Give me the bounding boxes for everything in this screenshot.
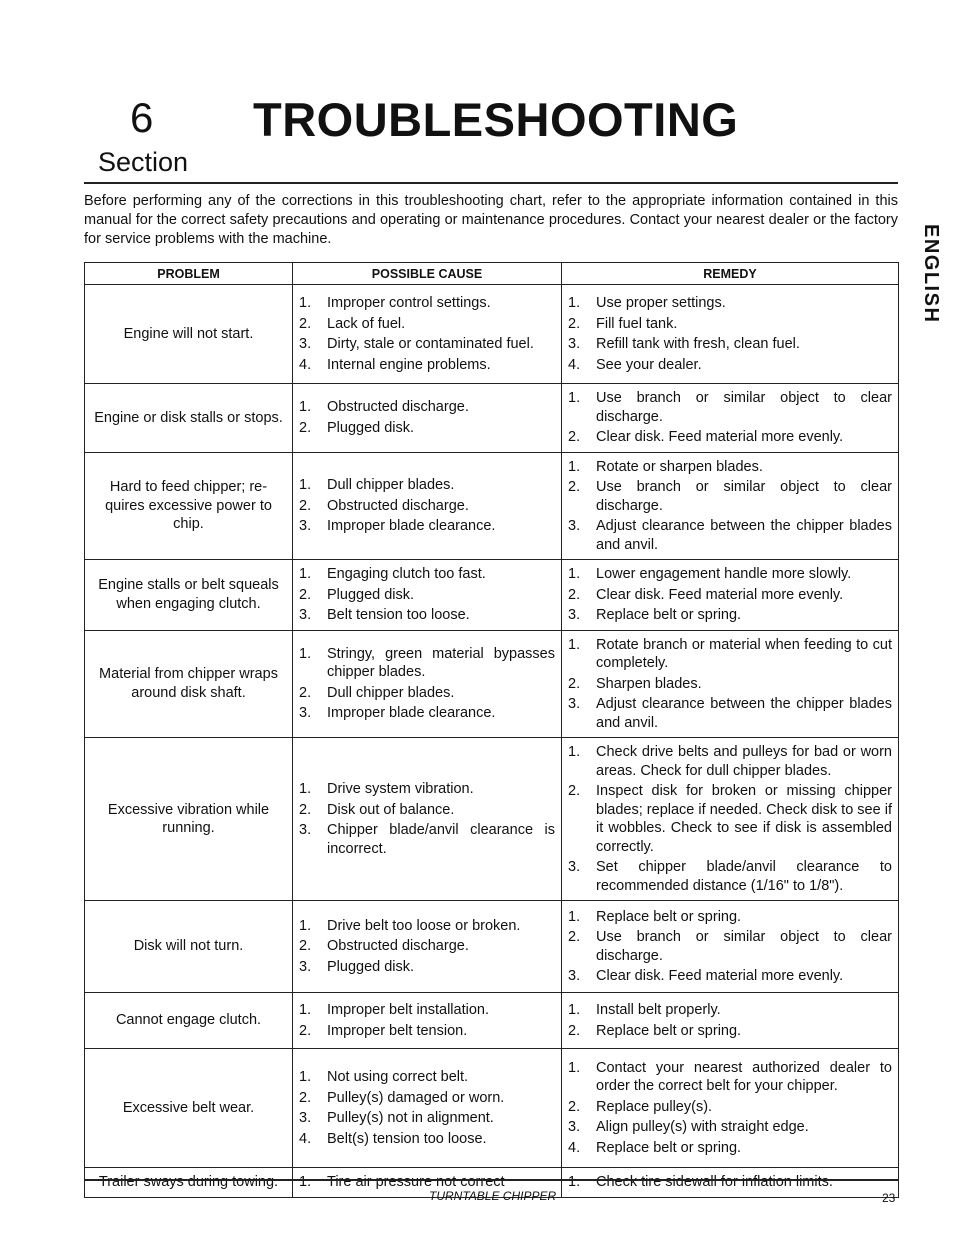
remedy-cell <box>562 452 899 560</box>
cause-text: Dull chipper blades. <box>327 684 455 701</box>
list-number: 2. <box>568 429 581 445</box>
cause-text: Improper blade clearance. <box>327 705 496 722</box>
cause-item <box>299 801 555 820</box>
cause-item <box>299 1089 555 1108</box>
cause-item <box>299 586 555 605</box>
cause-text: Dirty, stale or contaminated fuel. <box>327 336 534 352</box>
remedy-cell <box>562 1049 899 1168</box>
footer-title: TURNTABLE CHIPPER <box>429 1189 557 1203</box>
list-number: 3. <box>568 518 581 534</box>
remedy-list <box>568 1173 892 1192</box>
remedy-item <box>568 743 892 780</box>
cause-item <box>299 335 555 354</box>
list-number: 2. <box>299 497 312 514</box>
remedy-text: Inspect disk for broken or missing chipper blades; replace if needed. Check disk to see if it wobbles. Check to see if disk is assembled correctly. <box>596 783 892 855</box>
cause-item <box>299 565 555 584</box>
cause-text: Belt tension too loose. <box>327 607 470 623</box>
remedy-item <box>568 478 892 515</box>
cause-list <box>299 917 555 977</box>
problem-cell: Engine stalls or belt squeals when engaging clutch. <box>85 560 293 631</box>
remedy-text: Use branch or similar object to clear discharge. <box>596 479 892 514</box>
list-number: 1. <box>568 458 581 475</box>
list-number: 2. <box>568 783 581 799</box>
remedy-text: Rotate branch or material when feeding to cut completely. <box>596 636 892 671</box>
cause-text: Obstructed discharge. <box>327 938 469 955</box>
list-number: 3. <box>299 1110 312 1126</box>
problem-cell: Disk will not turn. <box>85 901 293 993</box>
cause-text: Improper belt installation. <box>327 1002 489 1018</box>
list-number: 1. <box>568 1002 581 1018</box>
remedy-item <box>568 1059 892 1096</box>
remedy-cell <box>562 1168 899 1198</box>
list-number: 3. <box>299 822 312 838</box>
list-number: 3. <box>568 696 581 712</box>
table-row <box>85 1049 899 1168</box>
table-body <box>85 285 899 1198</box>
cause-text: Obstructed discharge. <box>327 497 469 514</box>
list-number: 2. <box>568 1098 581 1115</box>
cause-item <box>299 645 555 682</box>
remedy-text: Replace belt or spring. <box>596 607 742 623</box>
cause-item <box>299 821 555 858</box>
list-number: 1. <box>299 566 312 582</box>
list-number: 3. <box>299 705 312 722</box>
cause-text: Not using correct belt. <box>327 1069 469 1085</box>
remedy-text: Replace pulley(s). <box>596 1098 713 1115</box>
cause-text: Tire air pressure not correct <box>327 1174 505 1190</box>
table-row <box>85 285 899 384</box>
cause-cell <box>293 993 562 1049</box>
table-row <box>85 901 899 993</box>
cause-item <box>299 497 555 516</box>
remedy-text: Check drive belts and pulleys for bad or worn areas. Check for dull chipper blades. <box>596 744 892 779</box>
list-number: 1. <box>568 636 581 653</box>
list-number: 3. <box>299 336 312 352</box>
column-header-problem: PROBLEM <box>85 263 293 285</box>
list-number: 3. <box>568 859 581 875</box>
remedy-item <box>568 517 892 554</box>
cause-text: Internal engine problems. <box>327 356 491 373</box>
remedy-list <box>568 458 892 555</box>
section-number: 6 <box>130 94 154 141</box>
cause-text: Plugged disk. <box>327 586 415 603</box>
table-row <box>85 560 899 631</box>
cause-list <box>299 780 555 858</box>
list-number: 1. <box>299 399 312 416</box>
cause-cell <box>293 630 562 738</box>
cause-list <box>299 476 555 536</box>
problem-cell: Engine will not start. <box>85 285 293 384</box>
list-number: 1. <box>568 1059 581 1076</box>
remedy-text: Use branch or similar object to clear discharge. <box>596 929 892 964</box>
cause-item <box>299 1068 555 1087</box>
list-number: 1. <box>299 645 312 662</box>
list-number: 2. <box>299 1022 312 1039</box>
remedy-item <box>568 428 892 447</box>
column-header-remedy: REMEDY <box>562 263 899 285</box>
cause-list <box>299 1068 555 1148</box>
remedy-item <box>568 565 892 584</box>
intro-paragraph: Before performing any of the corrections in this troubleshooting chart, refer to the appropriate information contained in this manual for the correct safety precautions and operating or maintenance procedures. Contact your nearest dealer or the factory for service problems with the machine. <box>84 193 898 247</box>
cause-cell <box>293 560 562 631</box>
list-number: 1. <box>299 1174 312 1190</box>
list-number: 2. <box>299 801 312 818</box>
remedy-cell <box>562 993 899 1049</box>
list-number: 3. <box>568 1119 581 1136</box>
cause-item <box>299 917 555 936</box>
list-number: 1. <box>568 390 581 406</box>
remedy-text: Rotate or sharpen blades. <box>596 458 763 475</box>
cause-item <box>299 356 555 375</box>
remedy-text: Install belt properly. <box>596 1002 721 1018</box>
list-number: 3. <box>299 958 312 975</box>
problem-cell: Trailer sways during towing. <box>85 1168 293 1198</box>
list-number: 1. <box>568 908 581 925</box>
remedy-item <box>568 606 892 625</box>
list-number: 2. <box>568 315 581 332</box>
cause-list <box>299 645 555 723</box>
cause-text: Obstructed discharge. <box>327 399 469 416</box>
remedy-item <box>568 967 892 986</box>
problem-cell: Excessive vibration while running. <box>85 738 293 901</box>
header-rule <box>84 182 898 184</box>
table-header-row <box>85 263 899 285</box>
remedy-item <box>568 1118 892 1137</box>
remedy-text: Set chipper blade/anvil clearance to recommended distance (1/16" to 1/8"). <box>596 859 892 894</box>
remedy-item <box>568 695 892 732</box>
list-number: 1. <box>299 917 312 934</box>
cause-item <box>299 704 555 723</box>
cause-text: Improper control settings. <box>327 295 491 311</box>
list-number: 3. <box>568 336 581 352</box>
remedy-text: Align pulley(s) with straight edge. <box>596 1119 809 1136</box>
remedy-text: Use branch or similar object to clear discharge. <box>596 390 892 425</box>
list-number: 2. <box>568 586 581 603</box>
remedy-list <box>568 743 892 895</box>
remedy-text: Replace belt or spring. <box>596 1139 742 1156</box>
cause-text: Improper belt tension. <box>327 1022 468 1039</box>
cause-text: Dull chipper blades. <box>327 477 455 493</box>
list-number: 2. <box>568 479 581 495</box>
list-number: 2. <box>299 938 312 955</box>
footer-rule <box>84 1179 898 1181</box>
cause-text: Improper blade clearance. <box>327 518 496 534</box>
remedy-text: Lower engagement handle more slowly. <box>596 566 852 582</box>
remedy-item <box>568 908 892 927</box>
remedy-text: Adjust clearance between the chipper blades and anvil. <box>596 518 892 553</box>
remedy-text: Clear disk. Feed material more evenly. <box>596 586 844 603</box>
list-number: 3. <box>568 607 581 623</box>
cause-text: Drive system vibration. <box>327 781 474 797</box>
remedy-cell <box>562 285 899 384</box>
remedy-text: Adjust clearance between the chipper blades and anvil. <box>596 696 892 731</box>
cause-cell <box>293 738 562 901</box>
remedy-item <box>568 335 892 354</box>
remedy-item <box>568 389 892 426</box>
remedy-text: Use proper settings. <box>596 295 726 311</box>
cause-text: Pulley(s) damaged or worn. <box>327 1089 505 1106</box>
list-number: 2. <box>299 419 312 436</box>
remedy-text: Sharpen blades. <box>596 675 702 692</box>
list-number: 3. <box>568 968 581 984</box>
list-number: 1. <box>568 566 581 582</box>
remedy-cell <box>562 560 899 631</box>
remedy-list <box>568 294 892 374</box>
cause-text: Plugged disk. <box>327 419 415 436</box>
cause-item <box>299 1022 555 1041</box>
cause-item <box>299 684 555 703</box>
cause-item <box>299 1109 555 1128</box>
remedy-item <box>568 1098 892 1117</box>
remedy-text: Replace belt or spring. <box>596 908 742 925</box>
cause-item <box>299 419 555 438</box>
cause-item <box>299 294 555 313</box>
list-number: 4. <box>299 356 312 373</box>
remedy-item <box>568 928 892 965</box>
cause-cell <box>293 1049 562 1168</box>
cause-text: Chipper blade/anvil clearance is incorrect. <box>327 822 555 857</box>
remedy-cell <box>562 630 899 738</box>
problem-cell: Material from chipper wraps around disk shaft. <box>85 630 293 738</box>
remedy-item <box>568 858 892 895</box>
cause-text: Engaging clutch too fast. <box>327 566 486 582</box>
column-header-cause: POSSIBLE CAUSE <box>293 263 562 285</box>
section-label: Section <box>98 147 189 177</box>
cause-item <box>299 476 555 495</box>
cause-cell <box>293 384 562 453</box>
cause-item <box>299 315 555 334</box>
cause-text: Drive belt too loose or broken. <box>327 917 521 934</box>
list-number: 1. <box>568 744 581 760</box>
list-number: 4. <box>568 1139 581 1156</box>
list-number: 1. <box>299 1002 312 1018</box>
page-number: 23 <box>882 1191 896 1205</box>
cause-list <box>299 294 555 374</box>
remedy-text: Clear disk. Feed material more evenly. <box>596 429 844 445</box>
remedy-list <box>568 565 892 625</box>
cause-item <box>299 780 555 799</box>
table-row <box>85 630 899 738</box>
remedy-list <box>568 1001 892 1040</box>
list-number: 2. <box>568 929 581 945</box>
list-number: 1. <box>299 781 312 797</box>
list-number: 1. <box>299 477 312 493</box>
cause-text: Disk out of balance. <box>327 801 455 818</box>
list-number: 2. <box>299 684 312 701</box>
cause-list <box>299 565 555 625</box>
remedy-item <box>568 356 892 375</box>
cause-text: Plugged disk. <box>327 958 415 975</box>
remedy-item <box>568 1139 892 1158</box>
remedy-item <box>568 782 892 856</box>
table-row <box>85 993 899 1049</box>
cause-text: Belt(s) tension too loose. <box>327 1130 487 1147</box>
cause-item <box>299 1130 555 1149</box>
cause-list <box>299 1001 555 1040</box>
remedy-text: Replace belt or spring. <box>596 1022 742 1039</box>
cause-text: Stringy, green material bypasses chipper blades. <box>327 645 555 681</box>
cause-item <box>299 1001 555 1020</box>
cause-text: Lack of fuel. <box>327 315 406 332</box>
problem-cell: Cannot engage clutch. <box>85 993 293 1049</box>
list-number: 1. <box>568 1174 581 1190</box>
list-number: 2. <box>299 586 312 603</box>
remedy-list <box>568 1059 892 1158</box>
remedy-item <box>568 675 892 694</box>
cause-cell <box>293 285 562 384</box>
remedy-item <box>568 1173 892 1192</box>
remedy-item <box>568 294 892 313</box>
problem-cell: Hard to feed chipper; re-quires excessive power to chip. <box>85 452 293 560</box>
list-number: 4. <box>568 356 581 373</box>
list-number: 4. <box>299 1130 312 1147</box>
cause-cell <box>293 452 562 560</box>
problem-cell: Engine or disk stalls or stops. <box>85 384 293 453</box>
cause-list <box>299 398 555 437</box>
page-title: TROUBLESHOOTING <box>253 93 739 146</box>
cause-item <box>299 606 555 625</box>
problem-cell: Excessive belt wear. <box>85 1049 293 1168</box>
remedy-text: Check tire sidewall for inflation limits. <box>596 1174 833 1190</box>
remedy-item <box>568 1022 892 1041</box>
remedy-cell <box>562 901 899 993</box>
list-number: 1. <box>299 295 312 311</box>
remedy-item <box>568 586 892 605</box>
table-row <box>85 738 899 901</box>
remedy-list <box>568 908 892 986</box>
list-number: 1. <box>299 1069 312 1085</box>
troubleshooting-table <box>84 262 899 1198</box>
table-row <box>85 384 899 453</box>
remedy-cell <box>562 738 899 901</box>
language-side-label: ENGLISH <box>920 224 942 324</box>
list-number: 2. <box>299 1089 312 1106</box>
cause-item <box>299 517 555 536</box>
remedy-text: See your dealer. <box>596 356 702 373</box>
remedy-text: Refill tank with fresh, clean fuel. <box>596 336 800 352</box>
remedy-list <box>568 636 892 733</box>
list-number: 3. <box>299 607 312 623</box>
remedy-item <box>568 458 892 477</box>
list-number: 2. <box>568 1022 581 1039</box>
cause-item <box>299 398 555 417</box>
remedy-item <box>568 636 892 673</box>
list-number: 2. <box>568 675 581 692</box>
remedy-cell <box>562 384 899 453</box>
cause-item <box>299 937 555 956</box>
list-number: 1. <box>568 295 581 311</box>
cause-text: Pulley(s) not in alignment. <box>327 1110 494 1126</box>
remedy-text: Fill fuel tank. <box>596 315 678 332</box>
table-row <box>85 452 899 560</box>
remedy-item <box>568 315 892 334</box>
remedy-list <box>568 389 892 447</box>
list-number: 3. <box>299 518 312 534</box>
list-number: 2. <box>299 315 312 332</box>
remedy-text: Contact your nearest authorized dealer to order the correct belt for your chipper. <box>596 1059 892 1095</box>
cause-item <box>299 958 555 977</box>
cause-cell <box>293 901 562 993</box>
remedy-text: Clear disk. Feed material more evenly. <box>596 968 844 984</box>
remedy-item <box>568 1001 892 1020</box>
